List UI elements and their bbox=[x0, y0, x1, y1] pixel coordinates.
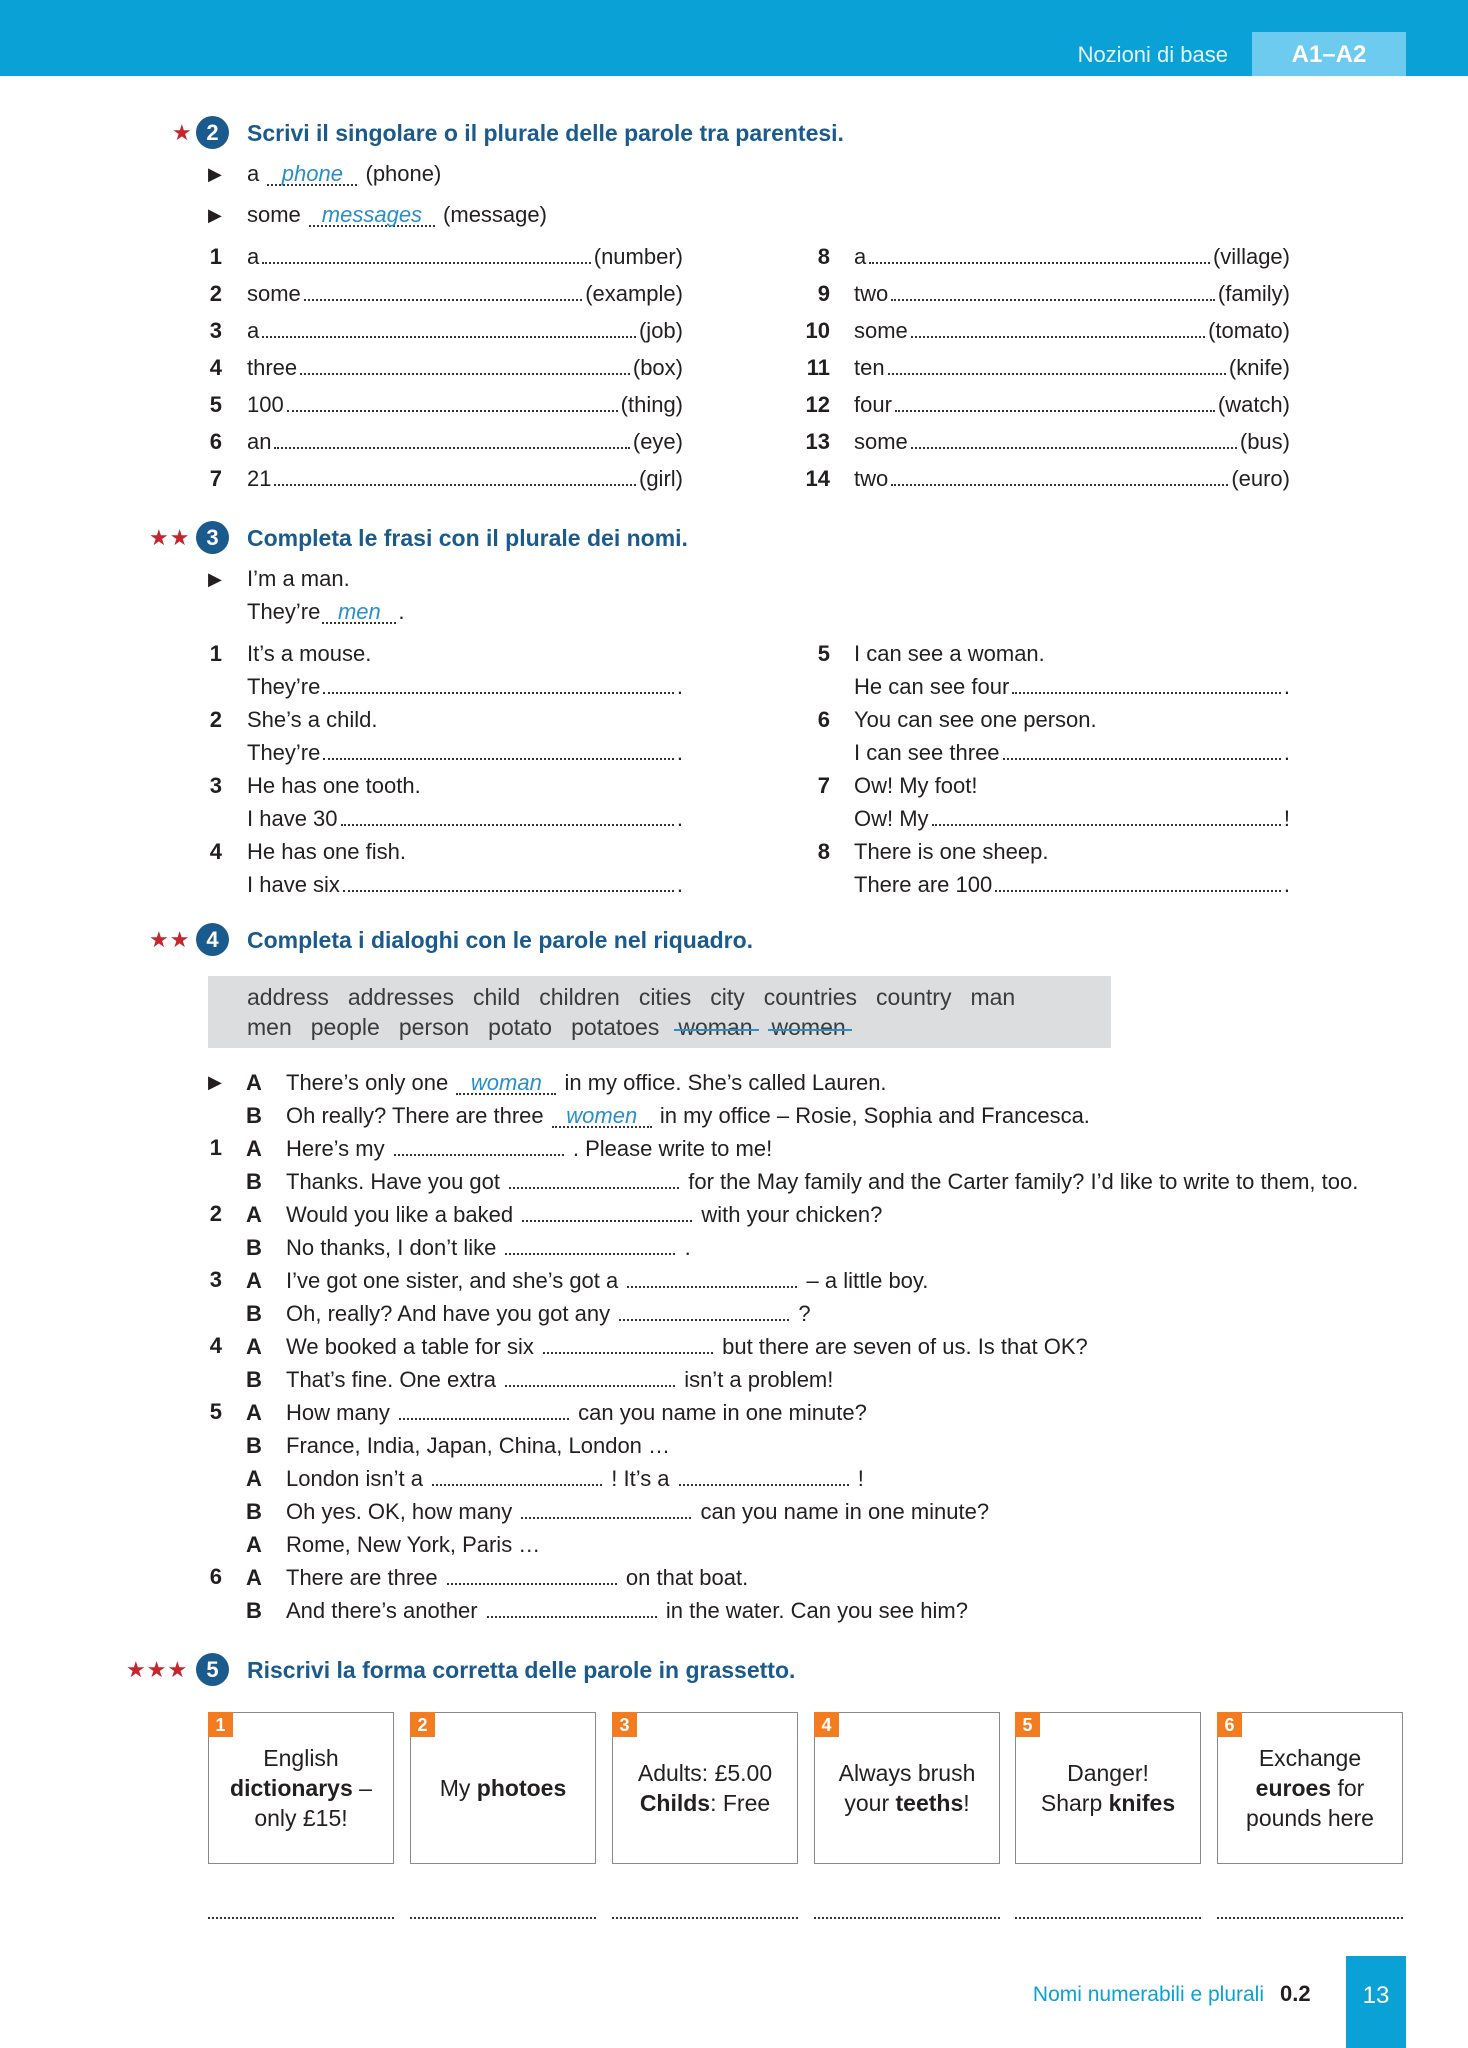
exercise-item: They’re . bbox=[247, 674, 683, 699]
example-line: I’m a man. bbox=[247, 566, 350, 591]
speaker-label: A bbox=[246, 1565, 262, 1590]
exercise-item: Ow! My ! bbox=[854, 806, 1290, 831]
answer-blank[interactable] bbox=[262, 320, 636, 338]
answer-blank[interactable] bbox=[300, 357, 630, 375]
answer-blank[interactable] bbox=[432, 1466, 602, 1486]
exercise-item: three (box) bbox=[247, 355, 683, 380]
dialogue-line: Oh, really? And have you got any ? bbox=[286, 1301, 811, 1326]
dialogue-line: Oh yes. OK, how many can you name in one minute? bbox=[286, 1499, 990, 1524]
sign-text: Always brush your teeths! bbox=[838, 1760, 976, 1816]
exercise-item: a (job) bbox=[247, 318, 683, 343]
answer-blank[interactable] bbox=[509, 1169, 679, 1189]
exercise-item: some (example) bbox=[247, 281, 683, 306]
item-number: 9 bbox=[817, 281, 830, 306]
used-word: woman bbox=[678, 1014, 753, 1040]
answer-blank[interactable] bbox=[1003, 742, 1281, 760]
item-number: 3 bbox=[209, 773, 222, 798]
dialogue-line: Rome, New York, Paris … bbox=[286, 1532, 541, 1557]
answer-blank[interactable] bbox=[487, 1598, 657, 1618]
speaker-label: B bbox=[246, 1169, 262, 1194]
sign-text: English dictionarys – only £15! bbox=[230, 1745, 372, 1831]
item-number: 4 bbox=[209, 355, 222, 380]
exercise-item: 100 (thing) bbox=[247, 392, 683, 417]
item-number: 1 bbox=[209, 1135, 222, 1160]
exercise-item: some (bus) bbox=[854, 429, 1290, 454]
speaker-label: B bbox=[246, 1235, 262, 1260]
sign-text: Danger! Sharp knifes bbox=[1040, 1760, 1176, 1816]
answer-blank[interactable] bbox=[208, 1917, 394, 1919]
difficulty-stars: ★★ bbox=[149, 927, 191, 952]
dialogue-line: And there’s another in the water. Can you see him? bbox=[286, 1598, 968, 1623]
exercise-item: two (euro) bbox=[854, 466, 1290, 491]
item-number: 7 bbox=[817, 773, 830, 798]
item-number: 7 bbox=[209, 466, 222, 491]
item-number: 6 bbox=[209, 429, 222, 454]
item-sentence: It’s a mouse. bbox=[247, 641, 372, 666]
item-sentence: He has one fish. bbox=[247, 839, 406, 864]
answer-blank[interactable] bbox=[814, 1917, 1000, 1919]
sign-card bbox=[1217, 1712, 1403, 1864]
sign-text: Adults: £5.00 Childs: Free bbox=[637, 1760, 773, 1816]
exercise-number: 3 bbox=[196, 521, 229, 554]
answer-blank[interactable] bbox=[1012, 676, 1281, 694]
item-number: 8 bbox=[817, 244, 830, 269]
exercise-instruction: Scrivi il singolare o il plurale delle parole tra parentesi. bbox=[247, 120, 844, 146]
item-number: 5 bbox=[209, 392, 222, 417]
answer-blank[interactable] bbox=[394, 1136, 564, 1156]
exercise-item: They’re . bbox=[247, 740, 683, 765]
answer-blank[interactable] bbox=[447, 1565, 617, 1585]
item-sentence: I can see a woman. bbox=[854, 641, 1045, 666]
speaker-label: B bbox=[246, 1598, 262, 1623]
item-number: 13 bbox=[805, 429, 830, 454]
speaker-label: A bbox=[246, 1400, 262, 1425]
page-number: 13 bbox=[1346, 1956, 1406, 2048]
item-number: 2 bbox=[209, 281, 222, 306]
exercise-item: 21 (girl) bbox=[247, 466, 683, 491]
exercise-instruction: Completa i dialoghi con le parole nel riquadro. bbox=[247, 927, 754, 953]
item-number: 8 bbox=[817, 839, 830, 864]
example-answer: men bbox=[322, 602, 396, 624]
difficulty-stars: ★ bbox=[172, 120, 193, 145]
speaker-label: B bbox=[246, 1499, 262, 1524]
dialogue-line: France, India, Japan, China, London … bbox=[286, 1433, 671, 1458]
item-number: 10 bbox=[805, 318, 830, 343]
answer-blank[interactable] bbox=[505, 1235, 675, 1255]
answer-blank[interactable] bbox=[619, 1301, 789, 1321]
answer-blank[interactable] bbox=[262, 246, 591, 264]
dialogue-line: London isn’t a ! It’s a ! bbox=[286, 1466, 864, 1491]
example-answer: women bbox=[552, 1106, 652, 1128]
answer-blank[interactable] bbox=[287, 394, 618, 412]
item-number: 6 bbox=[209, 1564, 222, 1589]
answer-blank[interactable] bbox=[399, 1400, 569, 1420]
answer-blank[interactable] bbox=[505, 1367, 675, 1387]
exercise-item: two (family) bbox=[854, 281, 1290, 306]
speaker-label: B bbox=[246, 1103, 262, 1128]
example-line: a phone (phone) bbox=[247, 161, 442, 186]
answer-blank[interactable] bbox=[627, 1268, 797, 1288]
item-number: 11 bbox=[806, 355, 830, 380]
difficulty-stars: ★★★ bbox=[126, 1657, 189, 1682]
dialogue-line: We booked a table for six but there are seven of us. Is that OK? bbox=[286, 1334, 1088, 1359]
answer-blank[interactable] bbox=[274, 468, 636, 486]
dialogue-line: That’s fine. One extra isn’t a problem! bbox=[286, 1367, 834, 1392]
sign-number: 4 bbox=[814, 1712, 839, 1737]
speaker-label: B bbox=[246, 1367, 262, 1392]
example-arrow-icon: ▶ bbox=[208, 205, 222, 225]
answer-blank[interactable] bbox=[410, 1917, 596, 1919]
sign-card bbox=[814, 1712, 1000, 1864]
word-box-row: address addresses child children cities city countries country man bbox=[247, 984, 1016, 1010]
exercise-item: There are 100 . bbox=[854, 872, 1290, 897]
level-badge: A1–A2 bbox=[1252, 32, 1406, 76]
example-line: They’re men . bbox=[247, 599, 405, 624]
answer-blank[interactable] bbox=[911, 431, 1237, 449]
dialogue-line: Would you like a baked with your chicken? bbox=[286, 1202, 883, 1227]
item-sentence: He has one tooth. bbox=[247, 773, 421, 798]
answer-blank[interactable] bbox=[341, 808, 674, 826]
item-number: 1 bbox=[209, 641, 222, 666]
exercise-number: 5 bbox=[196, 1653, 229, 1686]
exercise-item: a (village) bbox=[854, 244, 1290, 269]
answer-blank[interactable] bbox=[1217, 1917, 1403, 1919]
sign-text: Exchange euroes for pounds here bbox=[1246, 1745, 1374, 1831]
example-answer: woman bbox=[456, 1073, 556, 1095]
dialogue-line: Thanks. Have you got for the May family and the Carter family? I’d like to write to them, too. bbox=[286, 1169, 1359, 1194]
difficulty-stars: ★★ bbox=[149, 525, 191, 550]
answer-blank[interactable] bbox=[543, 1334, 713, 1354]
exercise-item: I have six . bbox=[247, 872, 683, 897]
item-number: 6 bbox=[817, 707, 830, 732]
example-line: some messages (message) bbox=[247, 202, 547, 227]
answer-blank[interactable] bbox=[274, 431, 629, 449]
sign-text: My photoes bbox=[439, 1775, 567, 1801]
section-title: Nozioni di base bbox=[1077, 42, 1228, 67]
answer-blank[interactable] bbox=[891, 283, 1215, 301]
answer-blank[interactable] bbox=[888, 357, 1226, 375]
item-number: 4 bbox=[209, 839, 222, 864]
exercise-instruction: Riscrivi la forma corretta delle parole in grassetto. bbox=[247, 1657, 796, 1683]
dialogue-line: Here’s my . Please write to me! bbox=[286, 1136, 773, 1161]
footer-unit-code: 0.2 bbox=[1280, 1981, 1311, 2006]
exercise-item: a (number) bbox=[247, 244, 683, 269]
speaker-label: B bbox=[246, 1301, 262, 1326]
word-box-row: men people person potato potatoes woman women bbox=[247, 1014, 846, 1040]
dialogue-line: No thanks, I don’t like . bbox=[286, 1235, 691, 1260]
dialogue-line: There’s only one woman in my office. She’s called Lauren. bbox=[286, 1070, 887, 1095]
answer-blank[interactable] bbox=[911, 320, 1205, 338]
exercise-number: 4 bbox=[196, 923, 229, 956]
sign-card bbox=[1015, 1712, 1201, 1864]
answer-blank[interactable] bbox=[679, 1466, 849, 1486]
exercise-item: He can see four . bbox=[854, 674, 1290, 699]
exercise-item: four (watch) bbox=[854, 392, 1290, 417]
sign-card bbox=[612, 1712, 798, 1864]
item-number: 14 bbox=[805, 466, 830, 491]
item-number: 3 bbox=[209, 318, 222, 343]
sign-number: 2 bbox=[410, 1712, 435, 1737]
exercise-number: 2 bbox=[196, 116, 229, 149]
dialogue-line: Oh really? There are three women in my office – Rosie, Sophia and Francesca. bbox=[286, 1103, 1090, 1128]
item-sentence: There is one sheep. bbox=[854, 839, 1049, 864]
speaker-label: A bbox=[246, 1466, 262, 1491]
answer-blank[interactable] bbox=[304, 283, 582, 301]
answer-blank[interactable] bbox=[869, 246, 1210, 264]
item-number: 4 bbox=[209, 1333, 222, 1358]
answer-blank[interactable] bbox=[323, 676, 674, 694]
item-number: 1 bbox=[209, 244, 222, 269]
sign-card bbox=[410, 1712, 596, 1864]
exercise-instruction: Completa le frasi con il plurale dei nomi. bbox=[247, 525, 688, 551]
answer-blank[interactable] bbox=[995, 874, 1281, 892]
speaker-label: A bbox=[246, 1268, 262, 1293]
sign-card bbox=[208, 1712, 394, 1864]
answer-blank[interactable] bbox=[323, 742, 674, 760]
answer-blank[interactable] bbox=[522, 1202, 692, 1222]
answer-blank[interactable] bbox=[932, 808, 1281, 826]
answer-blank[interactable] bbox=[521, 1499, 691, 1519]
answer-blank[interactable] bbox=[612, 1917, 798, 1919]
used-word: women bbox=[771, 1014, 846, 1040]
sign-number: 3 bbox=[612, 1712, 637, 1737]
sign-number: 6 bbox=[1217, 1712, 1242, 1737]
item-sentence: Ow! My foot! bbox=[854, 773, 978, 798]
sign-number: 5 bbox=[1015, 1712, 1040, 1737]
example-answer: phone bbox=[267, 164, 357, 186]
sign-number: 1 bbox=[208, 1712, 233, 1737]
item-sentence: She’s a child. bbox=[247, 707, 378, 732]
footer-topic: Nomi numerabili e plurali bbox=[1032, 1983, 1264, 2006]
example-arrow-icon: ▶ bbox=[208, 569, 222, 589]
exercise-item: ten (knife) bbox=[854, 355, 1290, 380]
item-number: 2 bbox=[209, 1201, 222, 1226]
example-answer: messages bbox=[309, 205, 435, 227]
speaker-label: B bbox=[246, 1433, 262, 1458]
answer-blank[interactable] bbox=[891, 468, 1228, 486]
answer-blank[interactable] bbox=[1015, 1917, 1201, 1919]
speaker-label: A bbox=[246, 1136, 262, 1161]
speaker-label: A bbox=[246, 1202, 262, 1227]
item-number: 5 bbox=[817, 641, 830, 666]
item-number: 2 bbox=[209, 707, 222, 732]
exercise-item: an (eye) bbox=[247, 429, 683, 454]
exercise-item: some (tomato) bbox=[854, 318, 1290, 343]
speaker-label: A bbox=[246, 1334, 262, 1359]
example-arrow-icon: ▶ bbox=[208, 164, 222, 184]
item-number: 12 bbox=[805, 392, 830, 417]
exercise-item: I have 30 . bbox=[247, 806, 683, 831]
header-bar bbox=[0, 0, 1468, 76]
speaker-label: A bbox=[246, 1070, 262, 1095]
speaker-label: A bbox=[246, 1532, 262, 1557]
item-sentence: You can see one person. bbox=[854, 707, 1097, 732]
answer-blank[interactable] bbox=[343, 874, 674, 892]
example-arrow-icon: ▶ bbox=[208, 1072, 222, 1092]
dialogue-line: There are three on that boat. bbox=[286, 1565, 749, 1590]
exercise-item: I can see three . bbox=[854, 740, 1290, 765]
item-number: 5 bbox=[209, 1399, 222, 1424]
item-number: 3 bbox=[209, 1267, 222, 1292]
dialogue-line: How many can you name in one minute? bbox=[286, 1400, 867, 1425]
dialogue-line: I’ve got one sister, and she’s got a – a little boy. bbox=[286, 1268, 929, 1293]
answer-blank[interactable] bbox=[895, 394, 1215, 412]
